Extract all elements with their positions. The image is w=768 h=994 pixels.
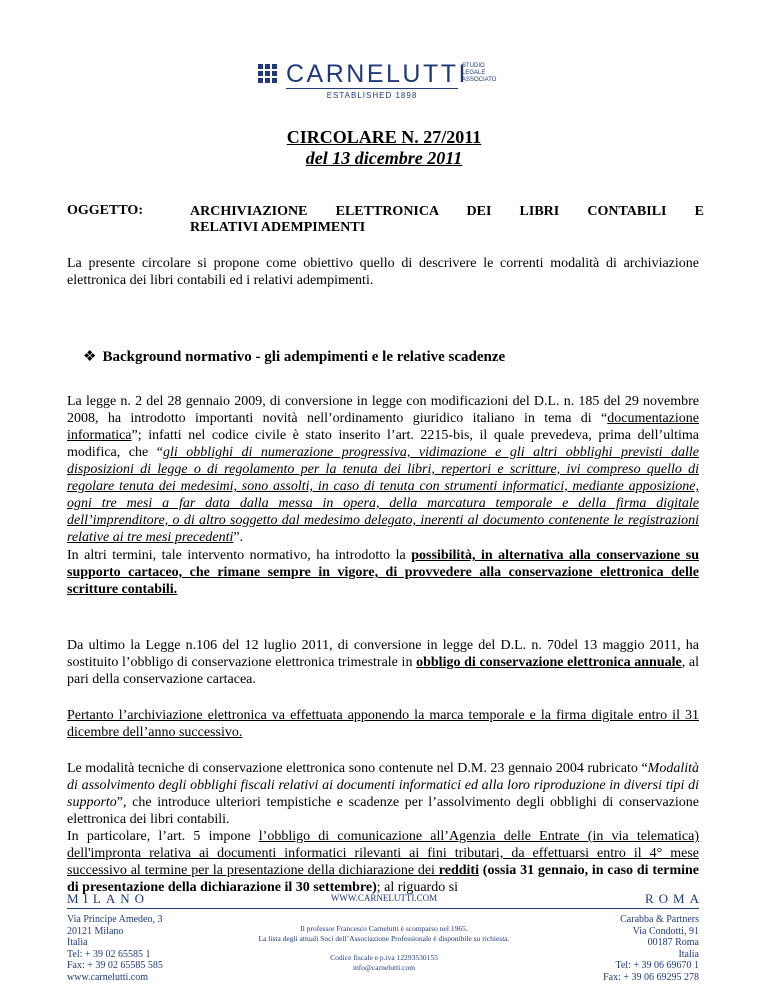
logo-subtitle: STUDIO LEGALE ASSOCIATO [462,63,497,83]
subject-label: OGGETTO: [67,203,143,218]
document-title: CIRCOLARE N. 27/2011 [286,127,482,147]
paragraph-dm-2004: Le modalità tecniche di conservazione elettronica sono contenute nel D.M. 23 gennaio 2004 rubricato “Modalità di assolvimento degli obblighi fiscali relativi ai documenti informatici ed alla loro riproduzione in diversi tipi di supporto”, che introduce ulteriori tempistiche e scadenze per l’assolvimento degli obblighi di conservazione elettronica dei libri contabili. In particolare, l’art. 5 impone l’obbligo di comunicazione all’Agenzia delle Entrate (in via telematica) dell'impronta relativa ai documenti informatici rilevanti ai fini tributari, da effettuarsi entro il 4° mese successivo al termine per la presentazione della dichiarazione dei redditi (ossia 31 gennaio, in caso di termine di presentazione della dichiarazione il 30 settembre); al riguardo si [67,761,700,895]
footer-website: WWW.CARNELUTTI.COM [330,893,438,903]
intro-paragraph: La presente circolare si propone come obiettivo quello di descrivere le correnti modalità di archiviazione elettronica dei libri contabili ed i relativi adempimenti. [67,256,699,288]
footer-city-milano: MILANO [67,891,149,906]
document-date: del 13 dicembre 2011 [305,148,463,168]
paragraph-law-2-2009: La legge n. 2 del 28 gennaio 2009, di conversione in legge con modificazioni del D.L. n. 185 del 29 novembre 2008, ha introdotto importanti novità nell’ordinamento giuridico italiano in tema di “documentazione informatica”; infatti nel codice civile è stato inserito l’art. 2215-bis, il quale prevedeva, prima dell’ultima modifica, che “gli obblighi di numerazione progressiva, vidimazione e gli altri obblighi previsti dalle disposizioni di legge o di regolamento per la tenuta dei libri, repertori e scritture, ivi compreso quello di regolare tenuta dei medesimi, sono assolti, in caso di tenuta con strumenti informatici, mediante apposizione, ogni tre mesi a far data dalla messa in opera, della marcatura temporale e della firma digitale dell’imprenditore, o di altro soggetto dal medesimo delegato, inerenti al documento contenente le registrazioni relative ai tre mesi precedenti”. [67,394,700,545]
subject-line-2: RELATIVI ADEMPIMENTI [190,220,366,235]
paragraph-law-106-2011: Da ultimo la Legge n.106 del 12 luglio 2011, di conversione in legge del D.L. n. 70del 13 maggio 2011, ha sostituito l’obbligo di conservazione elettronica trimestrale in obbligo di conservazione elettronica annuale, al pari della conservazione cartacea. [67,638,700,687]
logo-dots-icon [258,64,282,84]
footer-legal-notes: Il professor Francesco Carnelutti è scomparso nel 1965. La lista degli attuali Soci dell’Associazione Professionale è disponibile su richiesta. Codice fiscale e p.iva 12293530155 info@carnelutti.com [258,924,510,972]
paragraph-deadline: Pertanto l’archiviazione elettronica va effettuata apponendo la marca temporale e la firma digitale entro il 31 dicembre dell’anno successivo. [67,708,699,740]
subject-line-1: ARCHIVIAZIONE ELETTRONICA DEI LIBRI CONTABILI E [190,204,704,219]
paragraph-art-5: In particolare, l’art. 5 impone l’obbligo di comunicazione all’Agenzia delle Entrate (in via telematica) dell'impronta relativa ai documenti informatici rilevanti ai fini tributari, da effettuarsi entro il 4° mese successivo al termine per la presentazione della dichiarazione dei redditi (ossia 31 gennaio, in caso di termine di presentazione della dichiarazione il 30 settembre); al riguardo si [67,829,700,895]
logo-wordmark: CARNELUTTI [286,60,468,88]
logo-divider [286,88,458,89]
paragraph-alternative: In altri termini, tale intervento normativo, ha introdotto la possibilità, in alternativa alla conservazione su supporto cartaceo, che rimane sempre in vigore, di provvedere alla conservazione elettronica delle scritture contabili. [67,548,699,597]
section-heading: ❖ Background normativo - gli adempimenti e le relative scadenze [83,349,506,365]
footer-roma-address: Carabba & Partners Via Condotti, 91 00187 Roma Italia Tel: + 39 06 69670 1 Fax: + 39 06 69295 278 [603,914,699,983]
logo-established: ESTABLISHED 1898 [326,91,418,100]
diamond-bullet-icon: ❖ [83,349,97,365]
footer-milano-address: Via Principe Amedeo, 3 20121 Milano Italia Tel: + 39 02 65585 1 Fax: + 39 02 65585 585 www.carnelutti.com [67,914,163,983]
firm-logo [258,60,508,106]
footer-divider [67,908,699,909]
footer-city-roma: ROMA [644,891,704,906]
